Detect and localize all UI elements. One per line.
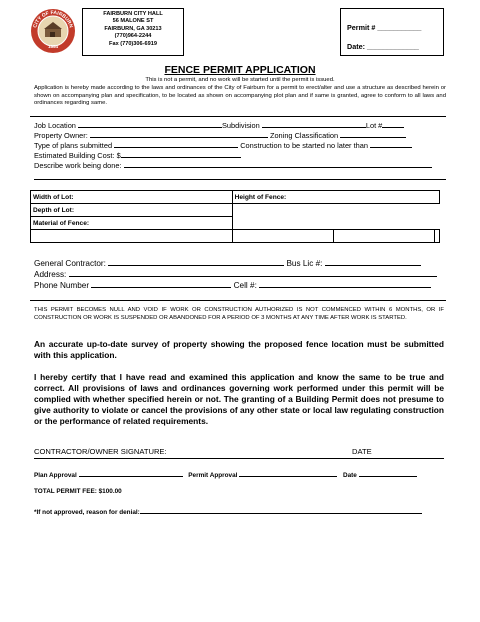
permit-info-box bbox=[340, 8, 444, 56]
zoning-label: Zoning Classification bbox=[269, 131, 339, 140]
describe-work-line-2[interactable] bbox=[34, 179, 446, 180]
property-owner-label: Property Owner: bbox=[34, 131, 88, 140]
subdivision-input[interactable] bbox=[262, 120, 366, 128]
seal-text: CITY OF FAIRBURN bbox=[32, 9, 74, 29]
bus-lic-label: Bus Lic #: bbox=[286, 259, 323, 268]
building-cost-input[interactable] bbox=[121, 150, 241, 158]
cost-row bbox=[34, 150, 446, 160]
describe-row bbox=[34, 160, 446, 170]
job-location-row bbox=[34, 120, 446, 130]
grid-cell[interactable] bbox=[435, 230, 440, 243]
construction-start-input[interactable] bbox=[370, 140, 412, 148]
signature-input[interactable] bbox=[34, 458, 444, 459]
property-owner-input[interactable] bbox=[90, 130, 268, 138]
denial-row bbox=[34, 507, 422, 516]
page-title: FENCE PERMIT APPLICATION bbox=[164, 64, 316, 76]
signature-label: CONTRACTOR/OWNER SIGNATURE: bbox=[34, 447, 167, 456]
phone-label: Phone Number bbox=[34, 281, 90, 290]
total-fee: TOTAL PERMIT FEE: $100.00 bbox=[34, 488, 122, 495]
phone-input[interactable] bbox=[91, 280, 231, 288]
notice-paragraph: THIS PERMIT BECOMES NULL AND VOID IF WORK OR CONSTRUCTION AUTHORIZED IS NOT COMMENCED WITHIN 6 MONTHS, OR IF CONSTRUCTION OR WORK IS SUSPENDED OR ABANDONED FOR A PERIOD OF 3 MONTHS AT ANY TIME AFTER WORK IS STARTED. bbox=[34, 307, 444, 321]
approval-date-input[interactable] bbox=[359, 470, 417, 477]
plan-approval-label: Plan Approval bbox=[34, 472, 77, 479]
city-hall-line: FAIRBURN CITY HALL bbox=[103, 11, 163, 17]
divider bbox=[30, 300, 446, 301]
dimensions-table bbox=[30, 190, 440, 243]
signature-date-label: DATE bbox=[352, 447, 372, 456]
plans-row bbox=[34, 140, 446, 150]
subdivision-label: Subdivision bbox=[221, 121, 260, 130]
signature-row bbox=[34, 447, 167, 456]
survey-paragraph: An accurate up-to-date survey of property showing the proposed fence location must be submitted with this application. bbox=[34, 339, 444, 360]
job-location-input[interactable] bbox=[78, 120, 222, 128]
city-hall-line: (770)964-2244 bbox=[114, 33, 152, 40]
city-hall-line: FAIRBURN, GA 30213 bbox=[104, 25, 162, 32]
city-hall-line: Fax (770)306-6919 bbox=[109, 40, 157, 47]
construction-start-label: Construction to be started no later than bbox=[240, 141, 368, 150]
width-of-lot-cell[interactable]: Width of Lot: bbox=[31, 191, 233, 204]
denial-reason-label: *If not approved, reason for denial: bbox=[34, 509, 140, 516]
permit-number-field[interactable]: Permit # ___________ bbox=[347, 23, 422, 32]
lot-label: Lot # bbox=[365, 121, 383, 130]
material-of-fence-cell[interactable]: Material of Fence: bbox=[31, 217, 233, 230]
phone-row bbox=[34, 280, 446, 291]
property-owner-row bbox=[34, 130, 446, 140]
plan-approval-row bbox=[34, 470, 417, 479]
address-input[interactable] bbox=[69, 269, 437, 277]
empty-cell bbox=[232, 204, 439, 217]
grid-cell[interactable] bbox=[31, 230, 233, 243]
permit-date-field[interactable]: Date: _____________ bbox=[347, 42, 419, 51]
permit-approval-input[interactable] bbox=[239, 470, 337, 477]
plans-type-label: Type of plans submitted bbox=[34, 141, 113, 150]
approval-date-label: Date bbox=[342, 472, 357, 479]
certify-paragraph: I hereby certify that I have read and examined this application and know the same to be true and correct. All provisions of laws and ordinances governing work performed under this permit will be complied with whether specified herein or not. The granting of a Building Permit does not presume to give authority to violate or cancel the provisions of any other state or local law regulating construction or the performance of related requirements. bbox=[34, 372, 444, 426]
describe-work-input[interactable] bbox=[124, 160, 432, 168]
address-label: Address: bbox=[34, 270, 67, 279]
cell-label: Cell #: bbox=[233, 281, 257, 290]
cell-input[interactable] bbox=[259, 280, 431, 288]
city-hall-address-box bbox=[82, 8, 184, 56]
divider bbox=[30, 116, 446, 117]
contractor-row bbox=[34, 258, 446, 269]
describe-work-label: Describe work being done: bbox=[34, 161, 122, 170]
plans-type-input[interactable] bbox=[114, 140, 238, 148]
grid-cell[interactable] bbox=[333, 230, 434, 243]
depth-of-lot-cell[interactable]: Depth of Lot: bbox=[31, 204, 233, 217]
address-row bbox=[34, 269, 446, 280]
building-cost-label: Estimated Building Cost: $ bbox=[34, 151, 121, 160]
city-hall-line: 56 MALONE ST bbox=[112, 18, 154, 25]
lot-input[interactable] bbox=[382, 120, 404, 128]
zoning-input[interactable] bbox=[340, 130, 406, 138]
general-contractor-label: General Contractor: bbox=[34, 259, 106, 268]
subtitle: This is not a permit, and no work will be started until the permit is issued. bbox=[145, 77, 335, 83]
denial-reason-input[interactable] bbox=[140, 507, 422, 514]
seal-year: 1854 bbox=[47, 44, 59, 49]
plan-approval-input[interactable] bbox=[79, 470, 183, 477]
general-contractor-input[interactable] bbox=[108, 258, 284, 266]
empty-cell bbox=[232, 217, 439, 230]
job-location-label: Job Location bbox=[34, 121, 76, 130]
bus-lic-input[interactable] bbox=[325, 258, 421, 266]
permit-approval-label: Permit Approval bbox=[188, 472, 238, 479]
height-of-fence-cell[interactable]: Height of Fence: bbox=[232, 191, 439, 204]
intro-paragraph: Application is hereby made according to the laws and ordinances of the City of Fairburn for a permit to erect/alter and use a structure as described herein or shown on accompanying plan and specification, to be located as shown on accompanying plot plan and if same is granted, agree to conform to all laws and ordinances regarding same. bbox=[34, 85, 446, 106]
city-seal bbox=[30, 8, 76, 54]
grid-cell[interactable] bbox=[232, 230, 333, 243]
